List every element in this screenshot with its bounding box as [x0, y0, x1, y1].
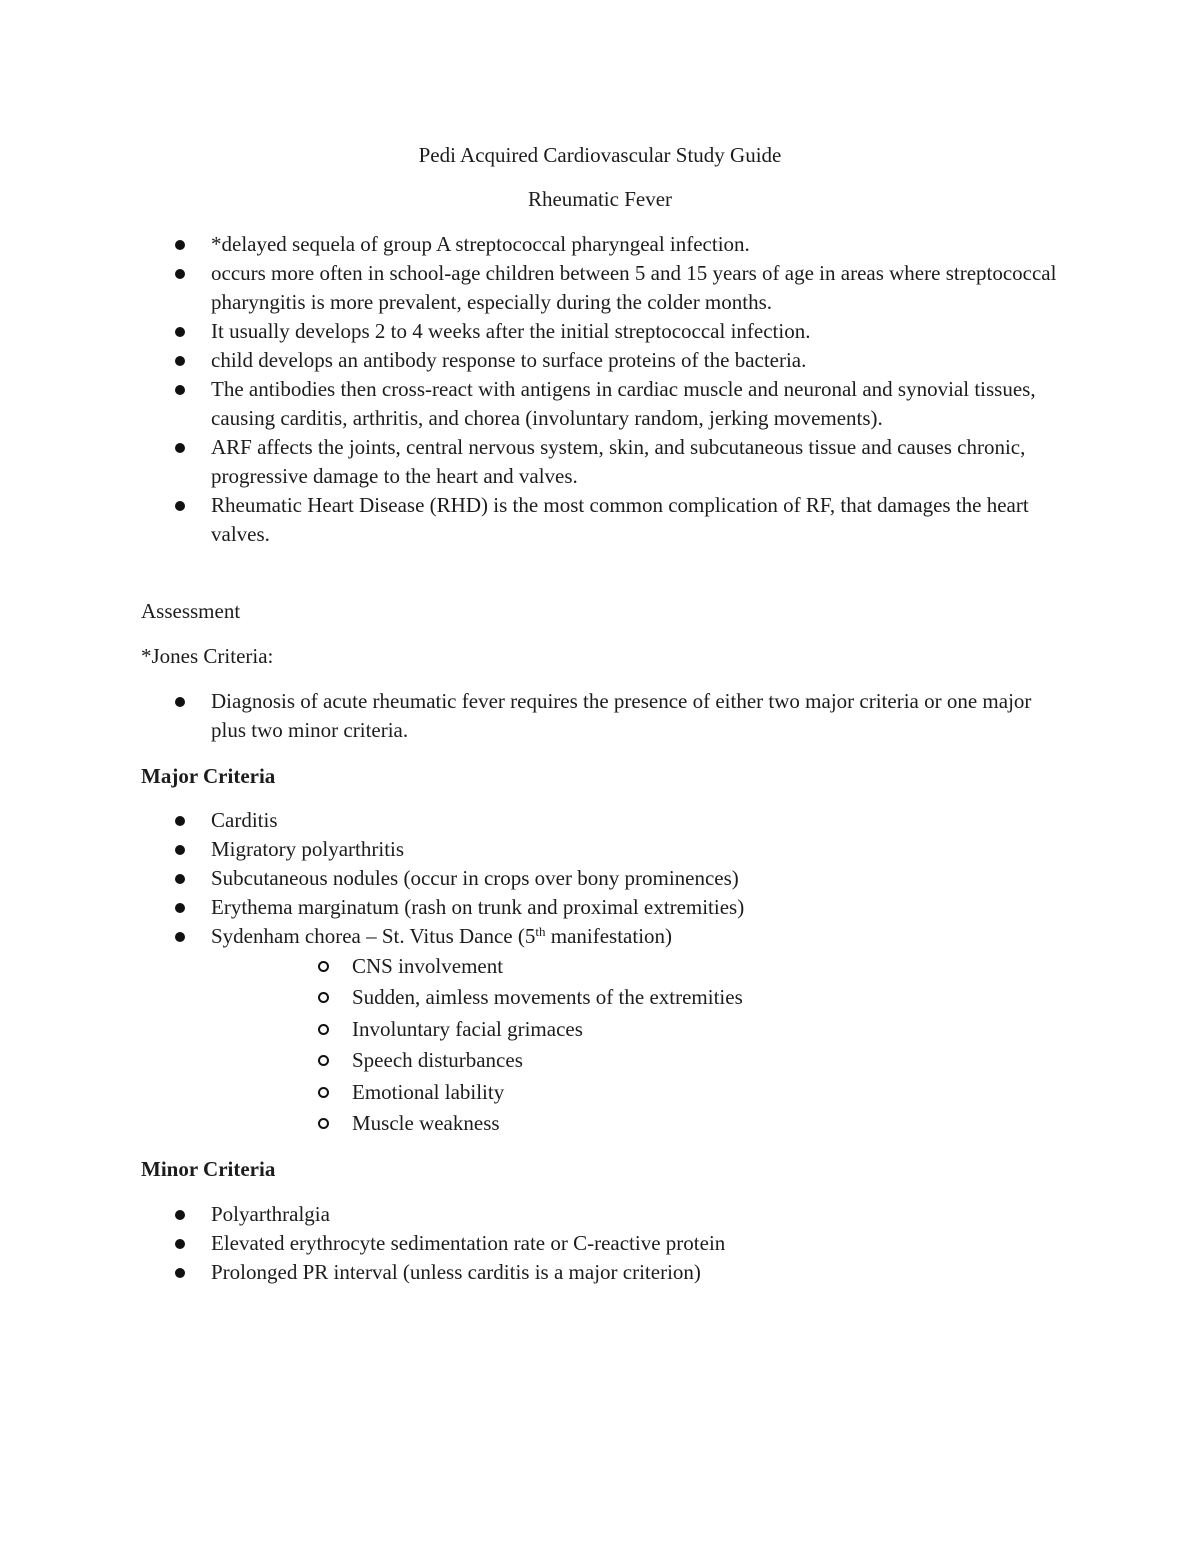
list-item-sydenham [211, 922, 1061, 951]
sydenham-text-suffix: manifestation) [545, 924, 673, 948]
sub-list-item [352, 1109, 1052, 1140]
sub-list-item [352, 983, 1052, 1014]
sub-list-item [352, 1015, 1052, 1046]
list-item [211, 491, 1061, 549]
list-item [211, 687, 1061, 745]
list-item [211, 1258, 1061, 1287]
bullet-icon [175, 1210, 185, 1220]
bullet-icon [175, 269, 185, 279]
sub-list-item-text: Sudden, aimless movements of the extremities [352, 985, 743, 1010]
list-item-text: Migratory polyarthritis [211, 837, 405, 861]
list-item [211, 864, 1061, 893]
list-item [211, 259, 1061, 317]
list-item [211, 317, 1061, 346]
list-item-text: Prolonged PR interval (unless carditis is a major criterion) [211, 1260, 701, 1284]
circle-bullet-icon [318, 961, 329, 972]
list-item-text: Subcutaneous nodules (occur in crops over bony prominences) [211, 866, 739, 890]
list-item [211, 346, 1061, 375]
list-item-text: occurs more often in school-age children between 5 and 15 years of age in areas where streptococcal pharyngitis is more prevalent, especially during the colder months. [211, 261, 1057, 314]
bullet-icon [175, 932, 185, 942]
bullet-icon [175, 385, 185, 395]
list-item [211, 433, 1061, 491]
list-item-text: Carditis [211, 808, 278, 832]
list-item-text: ARF affects the joints, central nervous system, skin, and subcutaneous tissue and causes chronic, progressive damage to the heart and valves. [211, 435, 1026, 488]
list-item [211, 893, 1061, 922]
bullet-icon [175, 240, 185, 250]
sub-list-item [352, 1078, 1052, 1109]
list-item-text: Diagnosis of acute rheumatic fever requires the presence of either two major criteria or one major plus two minor criteria. [211, 689, 1032, 742]
assessment-label: Assessment [141, 599, 241, 623]
circle-bullet-icon [318, 1024, 329, 1035]
list-item [211, 230, 1061, 259]
list-item [211, 375, 1061, 433]
list-item-text: *delayed sequela of group A streptococcal pharyngeal infection. [211, 232, 750, 256]
sydenham-text-prefix: Sydenham chorea – St. Vitus Dance (5 [211, 924, 536, 948]
circle-bullet-icon [318, 992, 329, 1003]
bullet-icon [175, 903, 185, 913]
list-item [211, 806, 1061, 835]
sub-list-item [352, 952, 1052, 983]
bullet-icon [175, 697, 185, 707]
sub-list-item-text: Involuntary facial grimaces [352, 1016, 583, 1041]
minor-criteria-heading: Minor Criteria [141, 1157, 276, 1181]
bullet-icon [175, 327, 185, 337]
list-item [211, 1229, 1061, 1258]
sydenham-superscript: th [535, 924, 546, 939]
major-criteria-list [211, 806, 1061, 951]
jones-bullet-list [211, 687, 1061, 745]
minor-criteria-list [211, 1200, 1061, 1287]
sub-list-item-text: Muscle weakness [352, 1110, 500, 1135]
jones-criteria-label: *Jones Criteria: [141, 644, 274, 668]
bullet-icon [175, 816, 185, 826]
list-item-text: Polyarthralgia [211, 1202, 330, 1226]
list-item-text: Erythema marginatum (rash on trunk and proximal extremities) [211, 895, 745, 919]
bullet-icon [175, 443, 185, 453]
list-item-text: The antibodies then cross-react with antigens in cardiac muscle and neuronal and synovial tissues, causing carditis, arthritis, and chorea (involuntary random, jerking movements). [211, 377, 1036, 430]
sub-list-item-text: Speech disturbances [352, 1048, 523, 1073]
list-item-text: child develops an antibody response to surface proteins of the bacteria. [211, 348, 807, 372]
circle-bullet-icon [318, 1087, 329, 1098]
bullet-icon [175, 356, 185, 366]
document-title: Pedi Acquired Cardiovascular Study Guide [418, 143, 782, 167]
list-item-text: Rheumatic Heart Disease (RHD) is the most common complication of RF, that damages the heart valves. [211, 493, 1029, 546]
list-item-text: Elevated erythrocyte sedimentation rate or C-reactive protein [211, 1231, 726, 1255]
bullet-icon [175, 501, 185, 511]
major-criteria-heading: Major Criteria [141, 764, 276, 788]
section-title: Rheumatic Fever [527, 187, 673, 211]
list-item [211, 1200, 1061, 1229]
sub-list-item-text: Emotional lability [352, 1079, 505, 1104]
bullet-icon [175, 1268, 185, 1278]
sydenham-sub-list [352, 952, 1052, 1140]
bullet-icon [175, 845, 185, 855]
list-item-text: It usually develops 2 to 4 weeks after the initial streptococcal infection. [211, 319, 811, 343]
circle-bullet-icon [318, 1055, 329, 1066]
intro-bullet-list [211, 230, 1061, 549]
list-item [211, 835, 1061, 864]
sub-list-item-text: CNS involvement [352, 954, 504, 978]
circle-bullet-icon [318, 1118, 329, 1129]
sub-list-item [352, 1046, 1052, 1077]
bullet-icon [175, 1239, 185, 1249]
bullet-icon [175, 874, 185, 884]
